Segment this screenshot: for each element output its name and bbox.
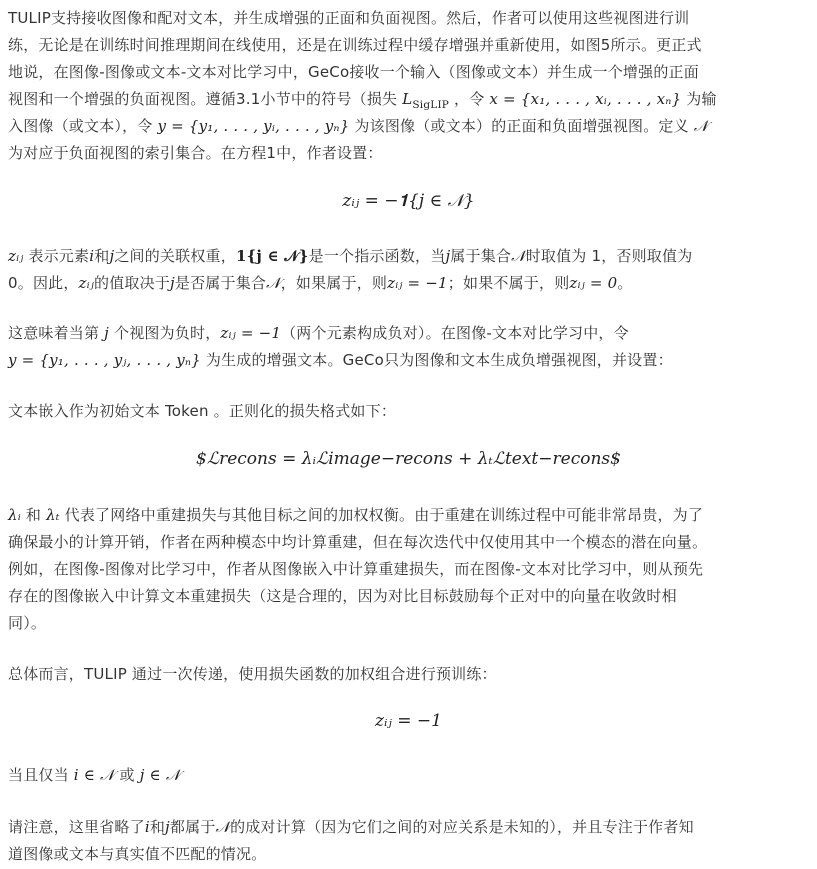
text-segment: 和 xyxy=(20,506,47,524)
paragraph-reconstruction xyxy=(8,502,809,637)
text-line: 地说，在图像-图像或文本-文本对比学习中，GeCo接收一个输入（图像或文本）并生成一个增强的正面 xyxy=(8,63,699,81)
text-segment: ，令 xyxy=(449,90,490,108)
math-inline: λᵢ xyxy=(8,506,21,524)
text-segment: 是一个指示函数，当 xyxy=(308,247,446,265)
text-line xyxy=(8,86,809,113)
paragraph-intro xyxy=(8,5,809,167)
text-segment: 代表了网络中重建损失与其他目标之间的加权权衡。由于重建在训练过程中可能非常昂贵，为了 xyxy=(59,506,704,524)
text-segment: 的值取决于 xyxy=(94,274,171,292)
math-inline: 𝟏{j ∈ 𝒩} xyxy=(235,247,309,265)
text-line: TULIP支持接收图像和配对文本，并生成增强的正面和负面视图。然后，作者可以使用这些视图进行训 xyxy=(8,9,690,27)
text-segment: 个视图为负时， xyxy=(109,324,221,342)
text-line: 同）。 xyxy=(8,614,47,632)
text-segment: 。 xyxy=(617,274,633,292)
math-inline: i xyxy=(144,818,150,836)
math-inline: 𝒩 xyxy=(215,818,231,836)
math-inline: j xyxy=(170,274,175,292)
paragraph-text-embedding xyxy=(8,398,809,425)
math-inline: j xyxy=(109,247,115,265)
text-line xyxy=(8,113,809,140)
text-segment: （两个元素构成负对）。在图像-文本对比学习中，令 xyxy=(281,324,629,342)
text-segment: 为生成的增强文本。GeCo只为图像和文本生成负增强视图，并设置： xyxy=(200,351,673,369)
math-inline: zᵢⱼ = −1 xyxy=(387,274,448,292)
text-segment: 属于集合 xyxy=(450,247,512,265)
math-inline: 𝒩 xyxy=(266,274,281,292)
text-line xyxy=(8,320,809,347)
text-line: 确保最小的计算开销，作者在两种模态中均计算重建，但在每次迭代中仅使用其中一个模态的潜在向量。 xyxy=(8,533,708,551)
text-line: 练，无论是在训练时间推理期间在线使用，还是在训练过程中缓存增强并重新使用，如图5所示。更正式 xyxy=(8,36,702,54)
math-inline: x = {x₁, . . . , xᵢ, . . . , xₙ} xyxy=(489,90,682,108)
text-line xyxy=(8,762,809,789)
math-inline: zᵢⱼ xyxy=(8,247,24,265)
text-line: 文本嵌入作为初始文本 Token 。正则化的损失格式如下： xyxy=(8,402,397,420)
math-inline: y = {y₁, . . . , yⱼ, . . . , yₙ} xyxy=(8,351,201,369)
text-segment: ，如果属于，则 xyxy=(280,274,388,292)
paragraph-condition xyxy=(8,762,809,789)
math-inline: 𝒩 xyxy=(511,247,526,265)
math-inline: j ∈ 𝒩 xyxy=(139,766,181,784)
math-inline: j xyxy=(165,818,170,836)
text-segment: 入图像（或文本），令 xyxy=(8,117,158,135)
text-line: 例如，在图像-图像对比学习中，作者从图像嵌入中计算重建损失，而在图像-文本对比学习中，则从预先 xyxy=(8,560,704,578)
text-line: 总体而言，TULIP 通过一次传递，使用损失函数的加权组合进行预训练： xyxy=(8,665,497,683)
text-segment: 时取值为 1，否则取值为 xyxy=(525,247,693,265)
text-line: 道图像或文本与真实值不匹配的情况。 xyxy=(8,845,267,863)
text-segment: 当且仅当 xyxy=(8,766,74,784)
text-segment: 或 xyxy=(114,766,140,784)
math-inline: i xyxy=(89,247,95,265)
math-loss-symbol: L xyxy=(402,90,413,108)
math-inline: j xyxy=(445,247,451,265)
text-line xyxy=(8,347,809,374)
equation-block xyxy=(8,444,809,474)
text-segment: 请注意，这里省略了 xyxy=(8,818,145,836)
text-segment: ；如果不属于，则 xyxy=(447,274,570,292)
equation-block xyxy=(8,186,809,216)
math-subscript: SigLIP xyxy=(412,99,450,111)
paragraph-note xyxy=(8,814,809,868)
text-segment: 都属于 xyxy=(169,818,216,836)
text-line xyxy=(8,243,809,270)
text-segment: 表示元素 xyxy=(23,247,90,265)
text-segment: 是否属于集合 xyxy=(174,274,267,292)
paragraph-summary xyxy=(8,661,809,688)
text-segment: 这意味着当第 xyxy=(8,324,105,342)
math-inline: i ∈ 𝒩 xyxy=(73,766,115,784)
equation: zᵢⱼ = −𝟏{j ∈ 𝒩} xyxy=(342,191,475,211)
text-line: 为对应于负面视图的索引集合。在方程1中，作者设置： xyxy=(8,144,383,162)
text-segment: 0。因此， xyxy=(8,274,79,292)
text-segment: 为该图像（或文本）的正面和负面增强视图。定义 xyxy=(349,117,694,135)
paragraph-indicator xyxy=(8,243,809,297)
math-inline: j xyxy=(104,324,110,342)
paragraph-negative-view xyxy=(8,320,809,374)
text-segment: 为输 xyxy=(681,90,717,108)
math-inline: 𝒩 xyxy=(693,117,709,135)
text-line: 存在的图像嵌入中计算文本重建损失（这是合理的，因为对比目标鼓励每个正对中的向量在收敛时相 xyxy=(8,587,677,605)
text-segment: 和 xyxy=(149,818,166,836)
equation: zᵢⱼ = −1 xyxy=(375,711,442,731)
math-inline: zᵢⱼ xyxy=(78,274,95,292)
math-inline: zᵢⱼ = 0 xyxy=(569,274,618,292)
equation-block xyxy=(8,706,809,736)
text-segment: 之间的关联权重， xyxy=(114,247,236,265)
math-inline: y = {y₁, . . . , yᵢ, . . . , yₙ} xyxy=(157,117,350,135)
text-line xyxy=(8,270,809,297)
math-inline: λₜ xyxy=(46,506,60,524)
text-segment: 和 xyxy=(94,247,110,265)
text-line xyxy=(8,502,809,529)
text-segment: 视图和一个增强的负面视图。遵循3.1小节中的符号（损失 xyxy=(8,90,403,108)
text-segment: 的成对计算（因为它们之间的对应关系是未知的），并且专注于作者知 xyxy=(230,818,694,836)
equation: $ℒrecons = λᵢℒimage−recons + λₜℒtext−recons$ xyxy=(196,449,621,469)
text-line xyxy=(8,814,809,841)
math-inline: zᵢⱼ = −1 xyxy=(220,324,282,342)
